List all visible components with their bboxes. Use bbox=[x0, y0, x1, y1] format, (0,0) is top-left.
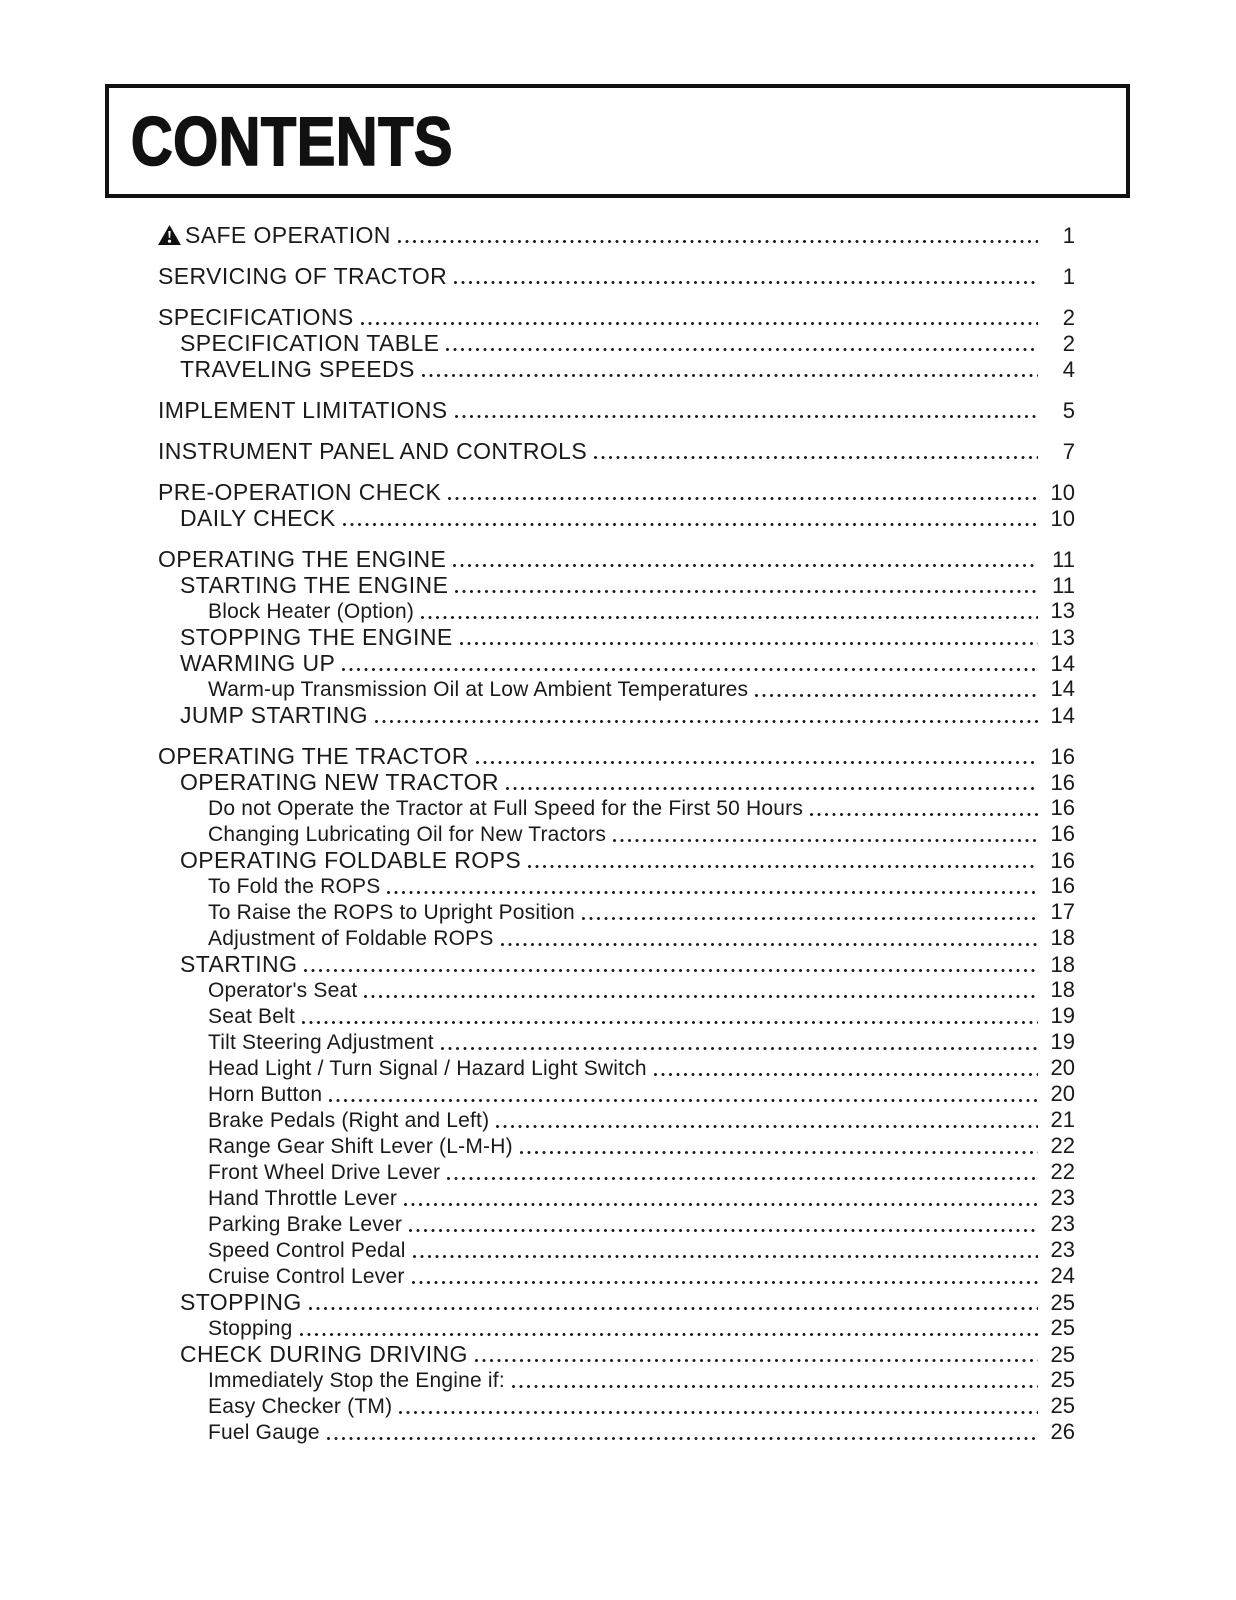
toc-entry-page: 23 bbox=[1050, 1211, 1075, 1236]
toc-entry-label: STARTING THE ENGINE bbox=[180, 572, 449, 598]
toc-entry-label: Range Gear Shift Lever (L-M-H) bbox=[208, 1135, 513, 1158]
toc-entry bbox=[158, 821, 1075, 847]
dot-leader bbox=[476, 761, 1038, 764]
toc-entry-page: 16 bbox=[1050, 770, 1075, 795]
toc-group bbox=[158, 438, 1075, 464]
dot-leader bbox=[613, 839, 1038, 842]
toc-entry bbox=[158, 330, 1075, 356]
toc-entry-label: DAILY CHECK bbox=[180, 505, 336, 531]
toc-entry-page: 11 bbox=[1052, 573, 1075, 598]
toc-entry-label: Adjustment of Foldable ROPS bbox=[208, 927, 494, 950]
toc-entry-label: STARTING bbox=[180, 951, 298, 977]
dot-leader bbox=[421, 616, 1038, 619]
toc-entry bbox=[158, 572, 1075, 598]
toc-entry-page: 19 bbox=[1050, 1029, 1075, 1054]
dot-leader bbox=[375, 720, 1038, 723]
warning-triangle-icon bbox=[158, 225, 181, 245]
dot-leader bbox=[412, 1281, 1038, 1284]
toc-entry bbox=[158, 951, 1075, 977]
dot-leader bbox=[654, 1073, 1038, 1076]
dot-leader bbox=[409, 1229, 1038, 1232]
toc-entry-page: 19 bbox=[1050, 1003, 1075, 1028]
toc-entry-page: 10 bbox=[1050, 480, 1075, 505]
toc-entry-label: Parking Brake Lever bbox=[208, 1213, 403, 1236]
toc-entry-label: SPECIFICATIONS bbox=[158, 304, 354, 330]
toc-entry bbox=[158, 769, 1075, 795]
toc-entry bbox=[158, 702, 1075, 728]
toc-entry-label: Block Heater (Option) bbox=[208, 600, 415, 623]
toc-entry bbox=[158, 1393, 1075, 1419]
toc-entry-page: 25 bbox=[1050, 1290, 1075, 1315]
dot-leader bbox=[398, 240, 1038, 243]
toc-entry bbox=[158, 356, 1075, 382]
toc-entry-label: Head Light / Turn Signal / Hazard Light Switch bbox=[208, 1057, 647, 1080]
dot-leader bbox=[448, 497, 1038, 500]
toc-entry bbox=[158, 650, 1075, 676]
toc-entry-page: 25 bbox=[1050, 1393, 1075, 1418]
toc-list bbox=[158, 207, 1075, 1445]
toc-entry-label: INSTRUMENT PANEL AND CONTROLS bbox=[158, 438, 588, 464]
toc-entry bbox=[158, 546, 1075, 572]
dot-leader bbox=[447, 1177, 1038, 1180]
toc-entry-page: 13 bbox=[1050, 625, 1075, 650]
toc-entry bbox=[158, 1133, 1075, 1159]
toc-entry-page: 14 bbox=[1050, 651, 1075, 676]
toc-entry bbox=[158, 505, 1075, 531]
toc-entry bbox=[158, 1315, 1075, 1341]
dot-leader bbox=[501, 943, 1038, 946]
toc-entry-label: Fuel Gauge bbox=[208, 1421, 320, 1444]
dot-leader bbox=[399, 1411, 1038, 1414]
page-title: CONTENTS bbox=[130, 102, 453, 180]
toc-entry-page: 23 bbox=[1050, 1185, 1075, 1210]
toc-entry bbox=[158, 222, 1075, 248]
dot-leader bbox=[528, 865, 1038, 868]
toc-entry-label: STOPPING THE ENGINE bbox=[180, 624, 453, 650]
toc-entry bbox=[158, 977, 1075, 1003]
dot-leader bbox=[342, 668, 1038, 671]
toc-entry-page: 21 bbox=[1050, 1107, 1075, 1132]
toc-entry-label: SPECIFICATION TABLE bbox=[180, 330, 440, 356]
toc-entry-page: 14 bbox=[1050, 703, 1075, 728]
toc-entry-label: Easy Checker (TM) bbox=[208, 1395, 393, 1418]
toc-entry-label: OPERATING THE ENGINE bbox=[158, 546, 447, 572]
dot-leader bbox=[364, 995, 1038, 998]
dot-leader bbox=[453, 564, 1038, 567]
dot-leader bbox=[594, 456, 1038, 459]
toc-entry bbox=[158, 795, 1075, 821]
toc-entry-page: 22 bbox=[1050, 1159, 1075, 1184]
toc-entry-page: 13 bbox=[1050, 598, 1075, 623]
dot-leader bbox=[475, 1359, 1038, 1362]
toc-entry bbox=[158, 1211, 1075, 1237]
toc-entry-label: Immediately Stop the Engine if: bbox=[208, 1369, 505, 1392]
toc-entry bbox=[158, 1081, 1075, 1107]
toc-entry bbox=[158, 624, 1075, 650]
toc-entry-page: 2 bbox=[1062, 331, 1075, 356]
toc-entry-page: 25 bbox=[1050, 1315, 1075, 1340]
toc-entry-page: 20 bbox=[1050, 1081, 1075, 1106]
dot-leader bbox=[387, 891, 1038, 894]
toc-entry-label: To Raise the ROPS to Upright Position bbox=[208, 901, 575, 924]
toc-entry bbox=[158, 1289, 1075, 1315]
dot-leader bbox=[512, 1385, 1038, 1388]
toc-entry bbox=[158, 397, 1075, 423]
toc-entry-label: Operator's Seat bbox=[208, 979, 358, 1002]
toc-entry-label: PRE-OPERATION CHECK bbox=[158, 479, 442, 505]
toc-entry-page: 17 bbox=[1050, 899, 1075, 924]
toc-entry-page: 16 bbox=[1050, 848, 1075, 873]
toc-entry bbox=[158, 847, 1075, 873]
dot-leader bbox=[327, 1437, 1038, 1440]
toc-entry-page: 7 bbox=[1062, 439, 1075, 464]
toc-entry bbox=[158, 899, 1075, 925]
contents-title-box bbox=[105, 84, 1130, 198]
dot-leader bbox=[455, 415, 1038, 418]
dot-leader bbox=[441, 1047, 1038, 1050]
toc-entry-page: 25 bbox=[1050, 1367, 1075, 1392]
toc-entry-label: Hand Throttle Lever bbox=[208, 1187, 398, 1210]
toc-entry bbox=[158, 598, 1075, 624]
dot-leader bbox=[496, 1125, 1038, 1128]
toc-entry-page: 26 bbox=[1050, 1419, 1075, 1444]
toc-group bbox=[158, 222, 1075, 248]
dot-leader bbox=[422, 374, 1038, 377]
toc-entry bbox=[158, 925, 1075, 951]
toc-entry-label: Cruise Control Lever bbox=[208, 1265, 405, 1288]
toc-entry bbox=[158, 873, 1075, 899]
dot-leader bbox=[455, 590, 1038, 593]
toc-entry bbox=[158, 1419, 1075, 1445]
toc-entry bbox=[158, 1367, 1075, 1393]
toc-entry-label: STOPPING bbox=[180, 1289, 302, 1315]
toc-entry-page: 4 bbox=[1062, 357, 1075, 382]
dot-leader bbox=[582, 917, 1038, 920]
toc-entry-page: 24 bbox=[1050, 1263, 1075, 1288]
toc-entry-page: 2 bbox=[1062, 305, 1075, 330]
dot-leader bbox=[454, 281, 1038, 284]
toc-entry-label: OPERATING THE TRACTOR bbox=[158, 743, 469, 769]
dot-leader bbox=[343, 523, 1038, 526]
toc-entry-page: 23 bbox=[1050, 1237, 1075, 1262]
dot-leader bbox=[404, 1203, 1038, 1206]
toc-entry-label: JUMP STARTING bbox=[180, 702, 368, 728]
toc-entry-label: To Fold the ROPS bbox=[208, 875, 381, 898]
dot-leader bbox=[506, 787, 1038, 790]
toc-entry-page: 10 bbox=[1050, 506, 1075, 531]
toc-entry-label: OPERATING FOLDABLE ROPS bbox=[180, 847, 522, 873]
toc-entry-label: Front Wheel Drive Lever bbox=[208, 1161, 441, 1184]
dot-leader bbox=[446, 348, 1038, 351]
toc-entry-page: 16 bbox=[1050, 821, 1075, 846]
toc-entry bbox=[158, 1237, 1075, 1263]
toc-entry-label: CHECK DURING DRIVING bbox=[180, 1341, 468, 1367]
toc-entry-page: 16 bbox=[1050, 795, 1075, 820]
dot-leader bbox=[460, 642, 1038, 645]
toc-entry bbox=[158, 676, 1075, 702]
toc-entry-page: 16 bbox=[1050, 744, 1075, 769]
toc-group bbox=[158, 546, 1075, 728]
toc-entry-label: Brake Pedals (Right and Left) bbox=[208, 1109, 490, 1132]
toc-entry bbox=[158, 1185, 1075, 1211]
toc-entry-page: 11 bbox=[1052, 547, 1075, 572]
toc-entry-label: Seat Belt bbox=[208, 1005, 296, 1028]
toc-entry-label: IMPLEMENT LIMITATIONS bbox=[158, 397, 448, 423]
toc-entry-label: SAFE OPERATION bbox=[185, 222, 391, 248]
toc-entry-page: 20 bbox=[1050, 1055, 1075, 1080]
toc-entry-label: WARMING UP bbox=[180, 650, 336, 676]
toc-group bbox=[158, 479, 1075, 531]
toc-entry-page: 25 bbox=[1050, 1342, 1075, 1367]
toc-entry-label: Stopping bbox=[208, 1317, 293, 1340]
toc-entry-label: Warm-up Transmission Oil at Low Ambient Temperatures bbox=[208, 678, 749, 701]
toc-entry-page: 18 bbox=[1050, 925, 1075, 950]
toc-entry-page: 14 bbox=[1050, 676, 1075, 701]
dot-leader bbox=[755, 694, 1038, 697]
toc-entry-label: Speed Control Pedal bbox=[208, 1239, 406, 1262]
toc-entry-label: Tilt Steering Adjustment bbox=[208, 1031, 434, 1054]
toc-entry bbox=[158, 1263, 1075, 1289]
toc-entry-page: 16 bbox=[1050, 873, 1075, 898]
toc-entry-page: 18 bbox=[1050, 977, 1075, 1002]
dot-leader bbox=[302, 1021, 1038, 1024]
toc-entry bbox=[158, 438, 1075, 464]
toc-entry-page: 1 bbox=[1062, 264, 1075, 289]
dot-leader bbox=[300, 1333, 1038, 1336]
toc-entry-page: 5 bbox=[1062, 398, 1075, 423]
toc-entry-label: SERVICING OF TRACTOR bbox=[158, 263, 448, 289]
toc-group bbox=[158, 304, 1075, 382]
toc-entry-label: Do not Operate the Tractor at Full Speed for the First 50 Hours bbox=[208, 797, 804, 820]
toc-entry bbox=[158, 1003, 1075, 1029]
dot-leader bbox=[304, 969, 1038, 972]
dot-leader bbox=[413, 1255, 1038, 1258]
toc-entry bbox=[158, 1029, 1075, 1055]
dot-leader bbox=[810, 813, 1038, 816]
toc-entry-label: Horn Button bbox=[208, 1083, 323, 1106]
toc-entry-label: TRAVELING SPEEDS bbox=[180, 356, 415, 382]
toc-entry-page: 22 bbox=[1050, 1133, 1075, 1158]
toc-entry bbox=[158, 1055, 1075, 1081]
toc-group bbox=[158, 743, 1075, 1445]
toc-entry bbox=[158, 1159, 1075, 1185]
toc-entry-label: Changing Lubricating Oil for New Tractors bbox=[208, 823, 607, 846]
toc-group bbox=[158, 397, 1075, 423]
toc-entry-page: 18 bbox=[1050, 952, 1075, 977]
toc-entry bbox=[158, 1107, 1075, 1133]
toc-entry-page: 1 bbox=[1062, 223, 1075, 248]
toc-entry bbox=[158, 743, 1075, 769]
toc-entry bbox=[158, 479, 1075, 505]
toc-entry bbox=[158, 263, 1075, 289]
toc-entry bbox=[158, 1341, 1075, 1367]
toc-group bbox=[158, 263, 1075, 289]
dot-leader bbox=[520, 1151, 1038, 1154]
dot-leader bbox=[329, 1099, 1038, 1102]
toc-entry-label: OPERATING NEW TRACTOR bbox=[180, 769, 499, 795]
dot-leader bbox=[361, 322, 1038, 325]
toc-entry bbox=[158, 304, 1075, 330]
dot-leader bbox=[309, 1307, 1038, 1310]
